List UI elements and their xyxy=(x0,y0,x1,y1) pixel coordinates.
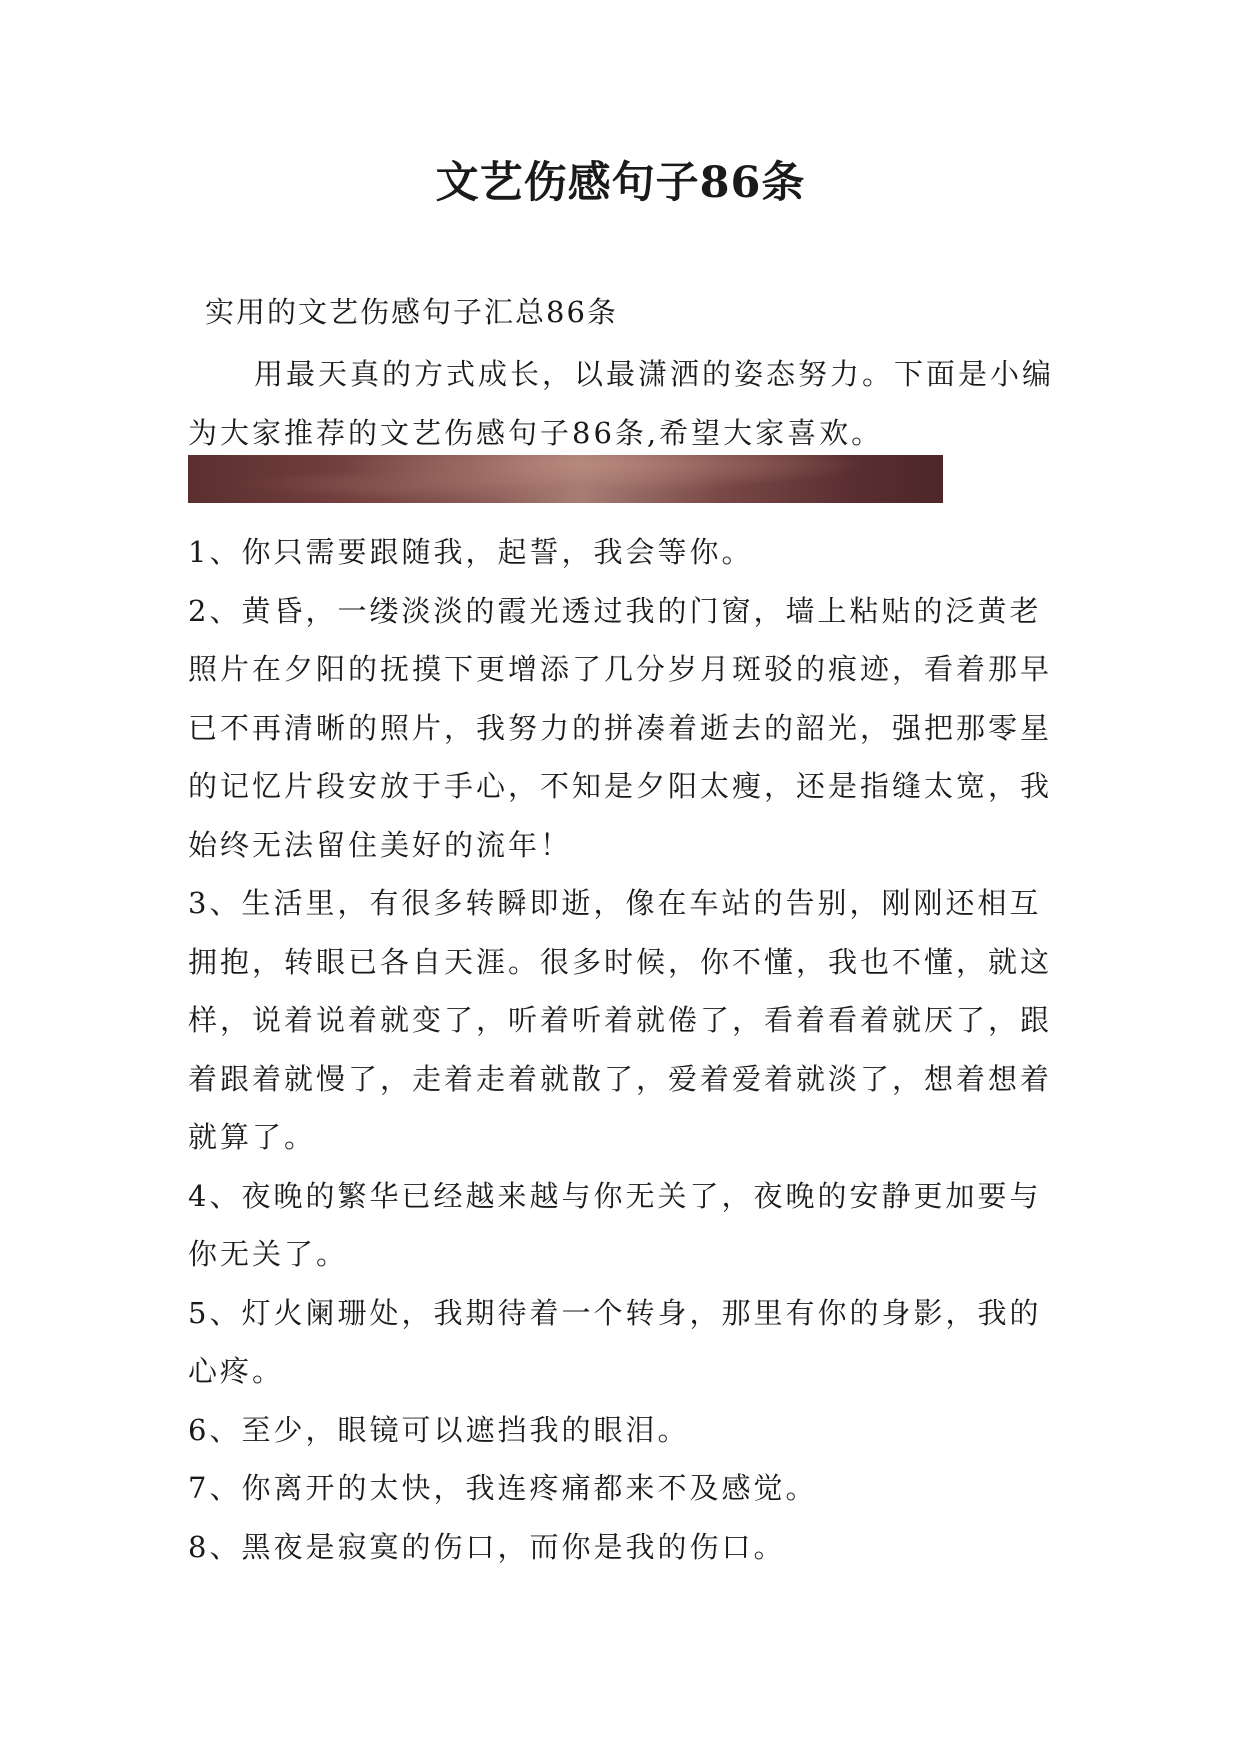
document-subtitle: 实用的文艺伤感句子汇总86条 xyxy=(205,295,618,329)
list-item: 4、夜晚的繁华已经越来越与你无关了，夜晚的安静更加要与你无关了。 xyxy=(188,1178,1042,1271)
list-item: 7、你离开的太快，我连疼痛都来不及感觉。 xyxy=(188,1471,818,1505)
intro-paragraph: 用最天真的方式成长，以最潇洒的姿态努力。下面是小编为大家推荐的文艺伤感句子86条,希望大家喜欢。 xyxy=(188,357,1055,450)
document-title: 文艺伤感句子86条 xyxy=(435,158,806,208)
list-item: 1、你只需要跟随我，起誓，我会等你。 xyxy=(188,535,754,569)
list-item: 6、至少，眼镜可以遮挡我的眼泪。 xyxy=(188,1412,690,1447)
sentence-list xyxy=(188,523,1068,1576)
photo-image xyxy=(188,455,943,503)
list-item: 2、黄昏，一缕淡淡的霞光透过我的门窗，墙上粘贴的泛黄老照片在夕阳的抚摸下更增添了几分岁月斑驳的痕迹，看着那早已不再清晰的照片，我努力的拼凑着逝去的韶光，强把那零星的记忆片段安放于手心，不知是夕阳太瘦，还是指缝太宽，我始终无法留住美好的流年！ xyxy=(188,593,1053,862)
list-item: 5、灯火阑珊处，我期待着一个转身，那里有你的身影，我的心疼。 xyxy=(188,1295,1042,1388)
list-item: 8、黑夜是寂寞的伤口，而你是我的伤口。 xyxy=(188,1529,786,1564)
list-item: 3、生活里，有很多转瞬即逝，像在车站的告别，刚刚还相互拥抱，转眼已各自天涯。很多时候，你不懂，我也不懂，就这样，说着说着就变了，听着听着就倦了，看着看着就厌了，跟着跟着就慢了，走着走着就散了，爱着爱着就淡了，想着想着就算了。 xyxy=(188,886,1053,1154)
